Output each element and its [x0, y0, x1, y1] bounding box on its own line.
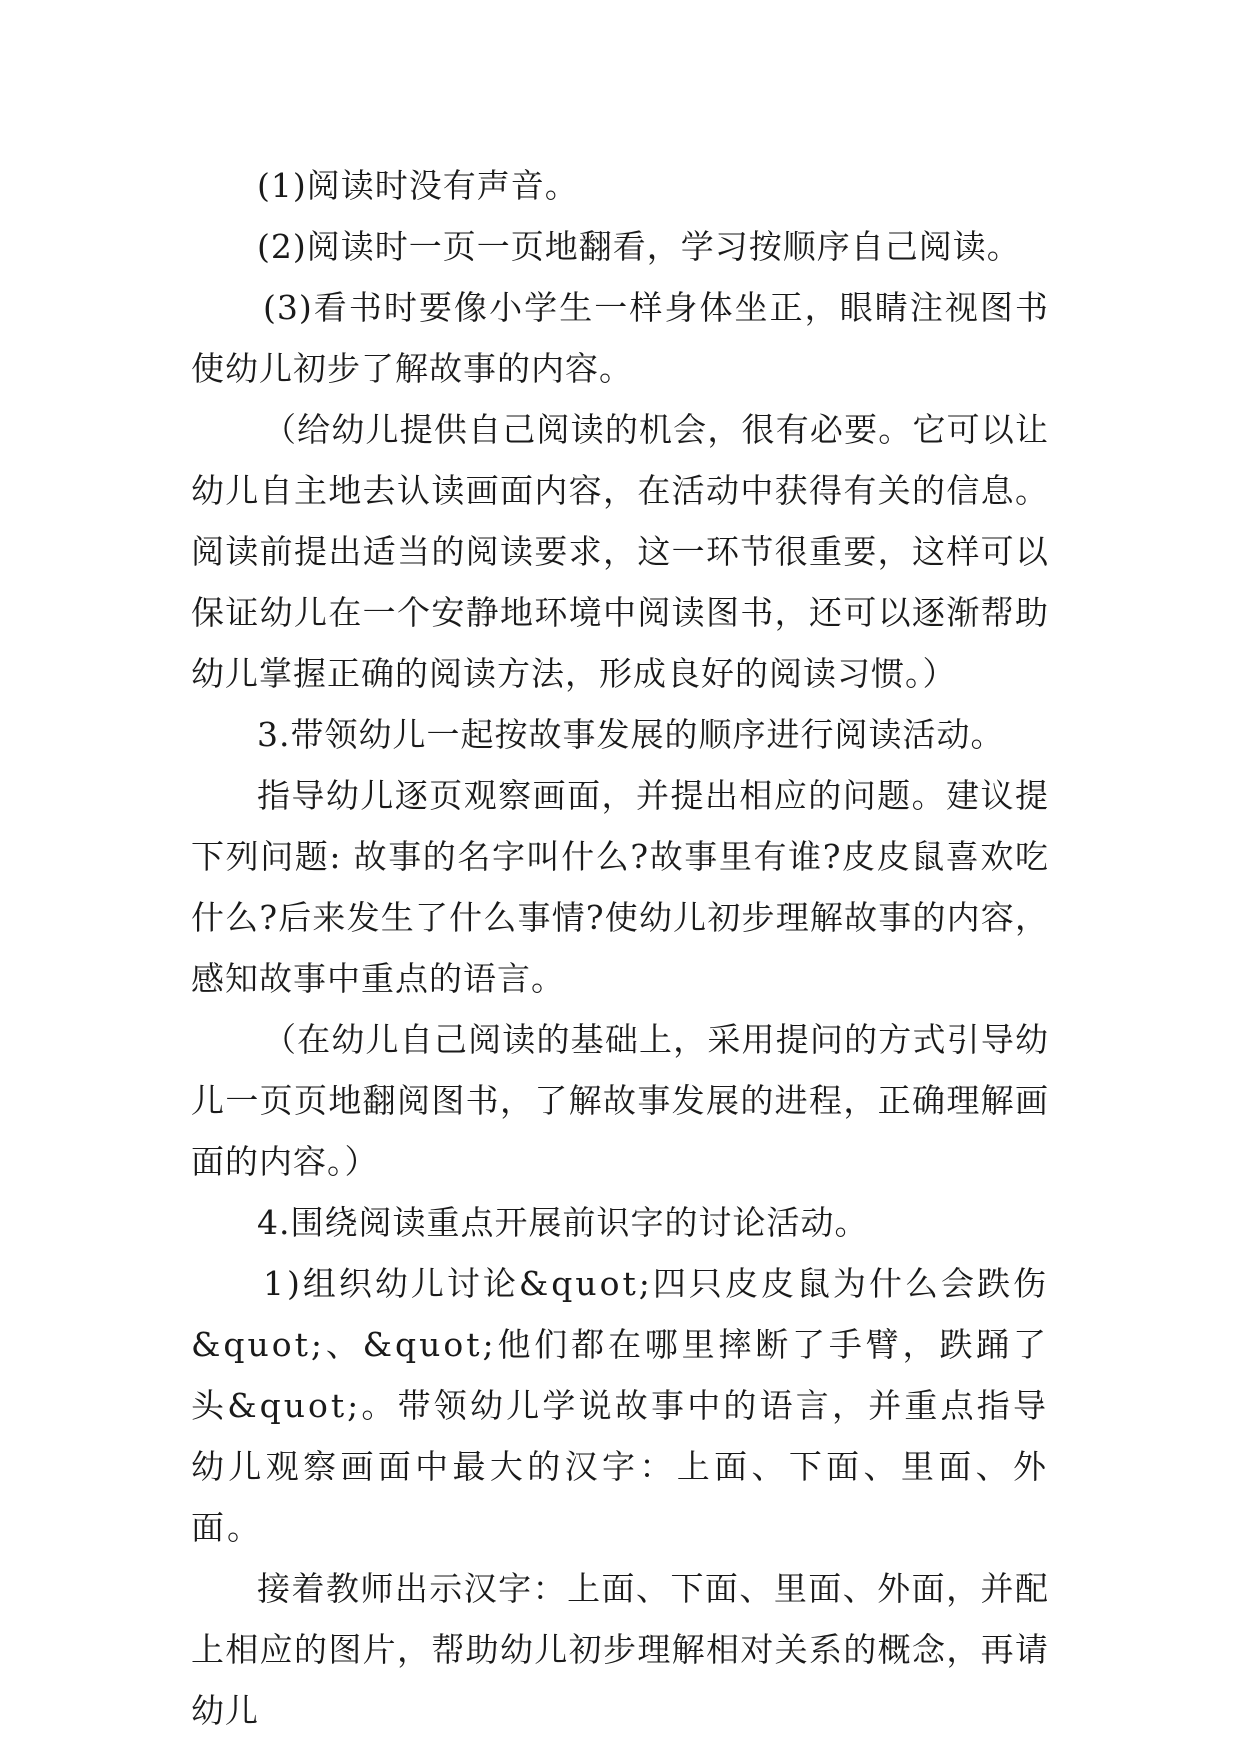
- paragraph-step-3-heading: 3.带领幼儿一起按故事发展的顺序进行阅读活动。: [257, 715, 1005, 754]
- paragraph-reading-page-by-page: (2)阅读时一页一页地翻看，学习按顺序自己阅读。: [257, 227, 1021, 266]
- paragraph-step-4-heading: 4.围绕阅读重点开展前识字的讨论活动。: [257, 1203, 869, 1242]
- paragraph-step-3-guidance: 指导幼儿逐页观察画面，并提出相应的问题。建议提下列问题: 故事的名字叫什么?故事里有谁?皮皮鼠喜欢吃什么?后来发生了什么事情?使幼儿初步理解故事的内容，感知故事中重点的语言。: [191, 776, 1049, 998]
- paragraph-reading-posture: (3)看书时要像小学生一样身体坐正，眼睛注视图书使幼儿初步了解故事的内容。: [191, 288, 1049, 388]
- paragraph-reading-silent: (1)阅读时没有声音。: [257, 166, 579, 205]
- paragraph-step-4-characters: 接着教师出示汉字：上面、下面、里面、外面，并配上相应的图片，帮助幼儿初步理解相对关系的概念，再请幼儿: [191, 1569, 1049, 1730]
- document-body: [191, 155, 1049, 1741]
- paragraph-step-3-note: （在幼儿自己阅读的基础上，采用提问的方式引导幼儿一页页地翻阅图书，了解故事发展的进程，正确理解画面的内容。）: [191, 1020, 1049, 1181]
- paragraph-reading-note: （给幼儿提供自己阅读的机会，很有必要。它可以让幼儿自主地去认读画面内容，在活动中获得有关的信息。阅读前提出适当的阅读要求，这一环节很重要，这样可以保证幼儿在一个安静地环境中阅读图书，还可以逐渐帮助幼儿掌握正确的阅读方法，形成良好的阅读习惯。）: [191, 410, 1049, 693]
- paragraph-step-4-discussion: 1)组织幼儿讨论&quot;四只皮皮鼠为什么会跌伤&quot;、&quot;他们都在哪里摔断了手臂，跌踊了头&quot;。带领幼儿学说故事中的语言，并重点指导幼儿观察画面中最大的汉字：上面、下面、里面、外面。: [191, 1264, 1049, 1547]
